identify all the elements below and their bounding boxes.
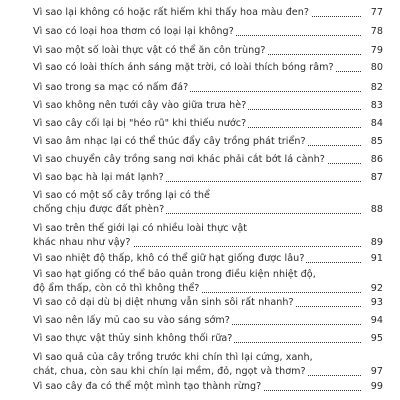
toc-entry-title: Vì sao bạc hà lại mát lạnh? (33, 172, 164, 183)
toc-entry (33, 252, 383, 266)
toc-entry-title-cont: chát, chua, còn sau khi chín lại mềm, đỏ, ngọt và thơm? (33, 366, 306, 377)
toc-entry (33, 61, 383, 75)
toc-entry (33, 6, 383, 20)
toc-entry (33, 99, 383, 113)
toc-entry-page: 85 (363, 135, 383, 149)
toc-entry (33, 296, 383, 310)
toc-entry (33, 351, 383, 379)
toc-entry (33, 189, 383, 217)
toc-entry-page: 93 (363, 296, 383, 310)
toc-entry-title: Vì sao không nên tưới cây vào giữa trưa hè? (33, 100, 247, 111)
toc-entry-title: Vì sao hạt giống có thể bảo quản trong điều kiện nhiệt độ, (33, 269, 316, 280)
toc-entry-title: Vì sao cây cối lại bị "héo rũ" khi thiếu nước? (33, 118, 247, 129)
toc-entry (33, 314, 383, 328)
toc-entry (33, 380, 383, 394)
toc-entry-page: 92 (363, 282, 383, 296)
toc-entry (33, 222, 383, 250)
toc-entry-title: Vì sao có loại hoa thơm có loại lại không? (33, 26, 234, 37)
toc-entry-title: Vì sao nên lấy mủ cao su vào sáng sớm? (33, 315, 230, 326)
toc-entry-page: 86 (363, 153, 383, 167)
toc-entry-page: 83 (363, 99, 383, 113)
toc-entry (33, 44, 383, 58)
toc-entry-page: 77 (363, 6, 383, 20)
toc-entry-page: 97 (363, 365, 383, 379)
toc-entry-title: Vì sao một số loài thực vật có thể ăn côn trùng? (33, 45, 266, 56)
toc-entry-title: Vì sao chuyển cây trồng sang nơi khác phải cắt bớt lá cành? (33, 154, 325, 165)
toc-entry-page: 82 (363, 81, 383, 95)
toc-entry-title: Vì sao trên thế giới lại có nhiều loài thực vật (33, 223, 248, 234)
toc-entry-title: Vì sao cây đa có thể một mình tạo thành rừng? (33, 381, 262, 392)
toc-entry (33, 268, 383, 296)
toc-entry (33, 135, 383, 149)
toc-entry (33, 153, 383, 167)
toc-entry (33, 81, 383, 95)
toc-entry-title: Vì sao âm nhạc lại có thể thúc đẩy cây trồng phát triển? (33, 136, 306, 147)
toc-entry-page: 87 (363, 171, 383, 185)
toc-entry (33, 25, 383, 39)
toc-entry-page: 94 (363, 314, 383, 328)
toc-entry-page: 88 (363, 203, 383, 217)
toc-entry-title: Vì sao lại không có hoặc rất hiếm khi thấy hoa màu đen? (33, 7, 310, 18)
toc-entry-page: 91 (363, 252, 383, 266)
toc-entry-title: Vì sao thực vật thủy sinh không thối rữa? (33, 333, 233, 344)
toc-entry-title: Vì sao cỏ dại dù bị diệt nhưng vẫn sinh sôi rất nhanh? (33, 297, 294, 308)
toc-entry-title: Vì sao có một số cây trồng lại có thể (33, 190, 210, 201)
toc-entry (33, 332, 383, 346)
toc-entry-page: 95 (363, 332, 383, 346)
toc-entry-title: Vì sao có loài thích ánh sáng mặt trời, có loài thích bóng râm? (33, 62, 334, 73)
toc-entry-title-cont: khác nhau như vậy? (33, 237, 131, 248)
toc-entry-page: 80 (363, 61, 383, 75)
toc-entry-page: 84 (363, 117, 383, 131)
toc-entry-page: 99 (363, 380, 383, 394)
toc-entry-page: 89 (363, 236, 383, 250)
toc-entry-title-cont: độ ẩm thấp, còn cỏ thì không thể? (33, 283, 200, 294)
toc-entry-title: Vì sao trong sa mạc có nấm đá? (33, 82, 189, 93)
toc-entry-title: Vì sao nhiệt độ thấp, khô có thể giữ hạt giống được lâu? (33, 253, 305, 264)
toc-entry-title: Vì sao quả của cây trồng trước khi chín thì lại cứng, xanh, (33, 352, 313, 363)
toc-entry (33, 117, 383, 131)
toc-entry-page: 78 (363, 25, 383, 39)
toc-entry-page: 79 (363, 44, 383, 58)
toc-entry (33, 171, 383, 185)
toc-entry-title-cont: chống chịu được đất phèn? (33, 204, 165, 215)
